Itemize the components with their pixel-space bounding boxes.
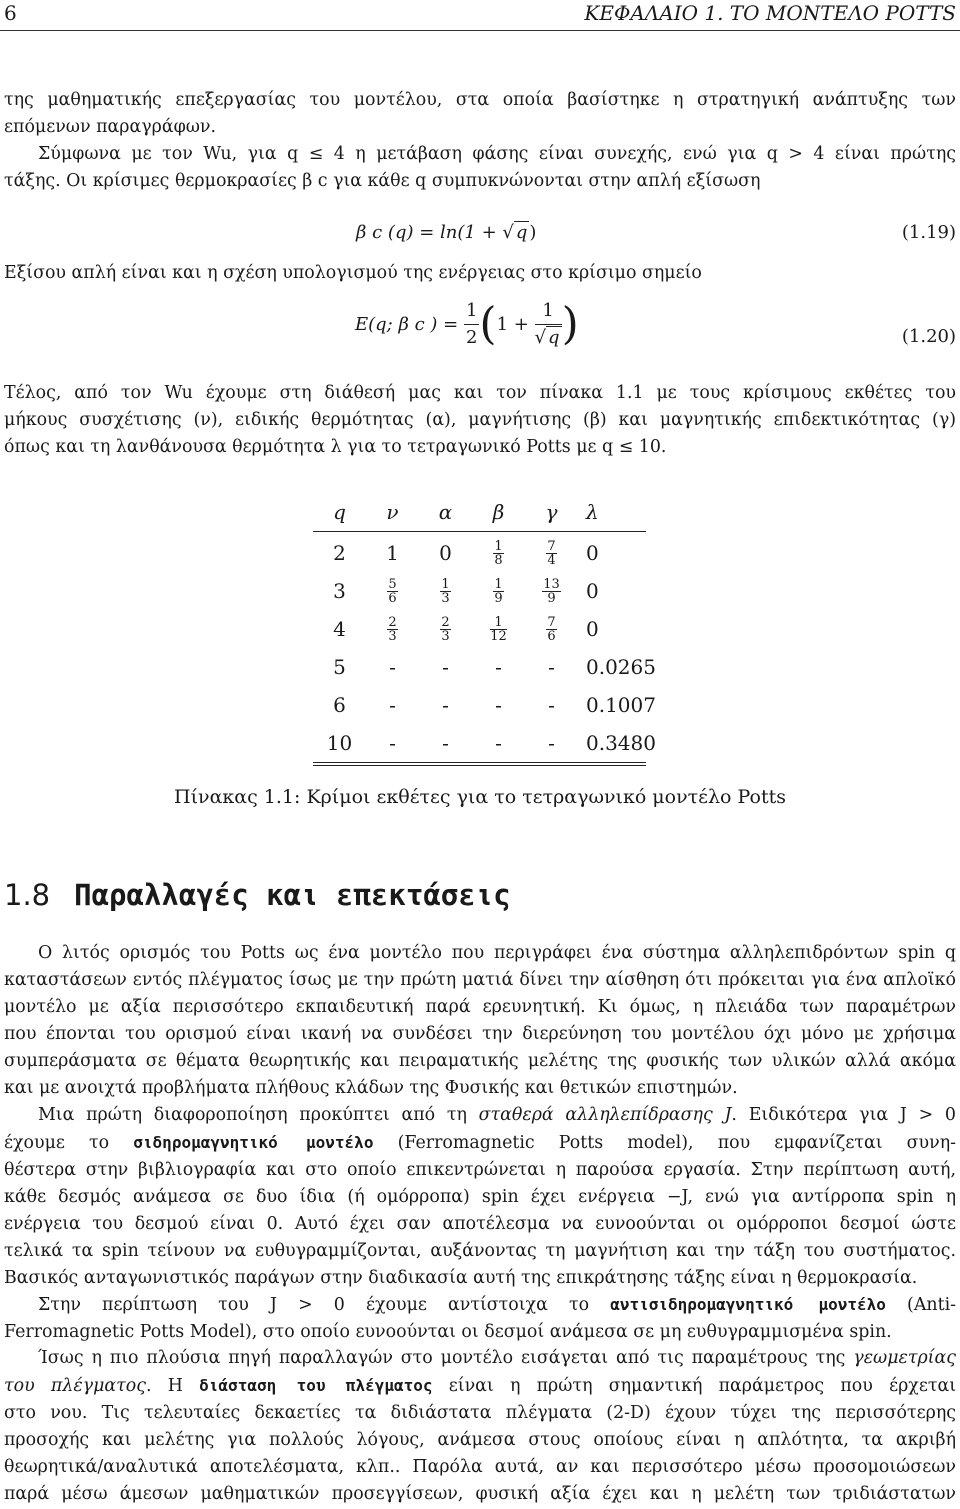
table-cell [419,572,472,610]
text-line: που έπονται του ορισμού είναι ικανή να συνδέσει την διερεύνηση του μοντέλου όχι μόνο με χρήσιμα [4,1024,956,1044]
emphasis: του πλέγματος [4,1376,146,1396]
table-cell [525,534,578,572]
table-row [313,648,668,686]
table-cell [472,610,525,648]
equation-close: ) [529,222,537,243]
text-line: συμπεράσματα σε θέματα θεωρητικής και πειραματικής μελέτης της φυσικής των υλικών αλλά ακόμα [4,1051,956,1071]
fraction: $\frac{1}{8}$ [494,538,503,568]
table-cell: 0 [439,541,452,565]
table-cell [366,610,419,648]
denominator: 2 [465,327,478,348]
text-line: Τέλος, από τον Wu έχουμε στη διάθεσή μας και τον πίνακα 1.1 με τους κρίσιμους εκθέτες του [4,383,956,403]
text-line [4,1102,956,1129]
text-line: στο νου. Τις τελευταίες δεκαετίες τα διδιάστατα πλέγματα (2-D) έχουν τύχει της περισσότερης [4,1403,956,1423]
table-row [313,572,668,610]
after-paragraph [4,380,956,461]
paragraph-2 [4,1102,956,1292]
text-line: καταστάσεων εντός πλέγματος ίσως με την πρώτη ματιά δίνει την αίσθηση ότι πρόκειται για ένα απλοϊκό [4,970,956,990]
table-header-rule [313,531,646,532]
table-cell: - [495,655,502,679]
text-line: παρά μέσω άμεσων μαθηματικών προσεγγίσεων, φυσική αξία έχει και η μελέτη των τριδιάστατων [4,1484,956,1504]
text-line: επόμενων παραγράφων. [4,117,217,137]
table-bottom-rule [313,762,646,763]
text-line: και με ανοιχτά προβλήματα πλήθους κλάδων της Φυσικής και θετικών επιστημών. [4,1078,738,1098]
table-cell: 5 [333,655,346,679]
table-cell: - [548,693,555,717]
text-run: . Ειδικότερα για J > 0 [731,1105,956,1125]
text-line: μήκους συσχέτισης (ν), ειδικής θερμότητας (α), μαγνήτισης (β) και μαγνητικής επιδεκτικότητας (γ) [4,410,956,430]
fraction: $\frac{2}{3}$ [388,614,397,644]
table-cell [366,572,419,610]
fraction: $\frac{7}{6}$ [547,614,556,644]
table-bottom-rule-2 [313,765,646,766]
text-run: (Ferromagnetic Potts model), που εμφανίζεται συνη- [373,1133,956,1153]
table-cell: 0.0265 [586,655,656,679]
column-header: α [438,500,453,524]
equation-number: (1.20) [901,326,956,347]
table-row [313,610,668,648]
text-run: Μια πρώτη διαφοροποίηση προκύπτει από τη [38,1105,479,1125]
numerator: 1 [464,298,479,325]
table-cell [472,572,525,610]
paragraph-4 [4,1345,956,1508]
fraction: $\frac{5}{6}$ [388,576,397,606]
fraction-inverse-sqrt [535,298,562,351]
table-cell: 0.1007 [586,693,656,717]
table-cell: 0 [586,617,599,641]
fraction: $\frac{2}{3}$ [441,614,450,644]
table-row [313,534,668,572]
fraction: $\frac{7}{4}$ [547,538,556,568]
equation-body [356,222,536,243]
table-cell [525,572,578,610]
table-cell: 4 [333,617,346,641]
text-line: μοντέλο με αξία περισσότερο εκπαιδευτική παρά ερευνητική. Κι όμως, η πλειάδα των παραμέτρων [4,997,956,1017]
table-row [313,724,668,762]
column-header: λ [586,500,599,524]
table-cell: 2 [333,541,346,565]
text-line: όπως και τη λανθάνουσα θερμότητα λ για το τετραγωνικό Potts με q ≤ 10. [4,437,667,457]
table-cell: 3 [333,579,346,603]
mid-paragraph [4,260,956,287]
table-cell: - [389,731,396,755]
table-cell: - [548,655,555,679]
fraction-half [464,298,479,351]
header-rule [0,30,960,31]
text-line: θέστερα στην βιβλιογραφία και στο οποίο επικεντρώνεται η παρούσα εργασία. Στην περίπτωση αυτή, [4,1160,956,1180]
table-cell: - [548,731,555,755]
fraction: $\frac{13}{9}$ [543,576,560,606]
table-cell: 10 [326,731,353,755]
equation-1-20 [0,298,960,374]
equation-lhs: β c (q) = ln(1 + [356,222,503,243]
text-line: της μαθηματικής επεξεργασίας του μοντέλου, στα οποία βασίστηκε η στρατηγική ανάπτυξης των [4,90,956,110]
table-cell: 1 [386,541,399,565]
bold-term: σιδηρομαγνητικό μοντέλο [133,1133,374,1152]
table-cell [472,534,525,572]
table-cell: 0.3480 [586,731,656,755]
text-line: ενέργεια του δεσμού είναι 0. Αυτό έχει σαν αποτέλεσμα να ευνοούνται οι ομόρροποι δεσμοί ώστε [4,1214,956,1234]
text-run: . Η [145,1376,200,1396]
text-run: (Anti- [885,1295,957,1315]
column-header: ν [386,500,399,524]
equation-body [355,298,579,351]
text-line: τάξης. Οι κρίσιμες θερμοκρασίες β c για κάθε q συμπυκνώνονται στην απλή εξίσωση [4,171,761,191]
section-number: 1.8 [4,878,51,912]
table-header-row [313,490,668,534]
text-line: τελικά τα spin τείνουν να ευθυγραμμίζονται, αυξάνοντας τη μαγνήτιση και την τάξη του συστήματος. [4,1241,956,1261]
paragraph-3 [4,1291,956,1346]
fraction: $\frac{1}{9}$ [494,576,503,606]
text-line: Εξίσου απλή είναι και η σχέση υπολογισμού της ενέργειας στο κρίσιμο σημείο [4,263,702,283]
text-line [4,1345,956,1372]
fraction: $\frac{1}{3}$ [441,576,450,606]
text-line: Ο λιτός ορισμός του Potts ως ένα μοντέλο που περιγράφει ένα σύστημα αλληλεπιδρόντων spin q [38,943,956,963]
section-title: Παραλλαγές και επεκτάσεις [74,878,511,912]
equation-1-19 [0,222,960,252]
text-line: προσοχής και μελέτης για πολλούς λόγους, ανάμεσα στους οποίους είναι η απλότητα, τα ακριβή [4,1430,956,1450]
fraction: $\frac{1}{12}$ [490,614,507,644]
radicand: q [548,327,560,348]
page-number: 6 [4,1,17,25]
paragraph-1 [4,940,956,1102]
table-cell: - [442,731,449,755]
table-cell: - [495,693,502,717]
text-run: έχουμε το [4,1133,134,1153]
emphasis: γεωμετρίας [853,1348,956,1368]
table-cell: 0 [586,579,599,603]
section-heading [4,878,511,912]
numerator: 1 [535,298,562,325]
one-plus: 1 + [496,314,535,335]
table-caption: Πίνακας 1.1: Κρίμοι εκθέτες για το τετραγωνικό μοντέλο Potts [174,786,786,808]
left-paren: ( [479,298,497,350]
intro-paragraph [4,87,956,195]
table-cell: - [495,731,502,755]
text-line: θεωρητικά/αναλυτικά αποτελέσματα, κλπ.. Παρόλα αυτά, αν και περισσότερο μέσω προσομοιώσεων [4,1457,956,1477]
text-line [4,1291,956,1319]
column-header: q [333,500,346,524]
text-run: Ίσως η πιο πλούσια πηγή παραλλαγών στο μοντέλο εισάγεται από τις παραμέτρους της [38,1348,854,1368]
table-cell [419,610,472,648]
text-line: Ferromagnetic Potts Model), στο οποίο ευνοούνται οι δεσμοί ανάμεσα σε μη ευθυγραμμισμένα spin. [4,1322,892,1342]
text-run: είναι η πρώτη σημαντική παράμετρος που έρχεται [432,1376,957,1396]
emphasis: σταθερά αλληλεπίδρασης J [478,1105,732,1125]
column-header: β [492,500,505,524]
bold-term: διάσταση του πλέγματος [199,1376,433,1395]
table-cell: - [442,655,449,679]
equation-lhs: E(q; β c ) = [355,314,464,335]
right-paren: ) [561,298,579,350]
text-line: Σύμφωνα με τον Wu, για q ≤ 4 η μετάβαση φάσης είναι συνεχής, ενώ για q > 4 είναι πρώτης [38,144,956,164]
text-run: Στην περίπτωση του J > 0 έχουμε αντίστοιχα το [38,1295,611,1315]
equation-number: (1.19) [901,222,956,243]
table-cell [525,610,578,648]
table-body [313,534,668,762]
table-cell: - [389,693,396,717]
chapter-title: ΚΕΦΑΛΑΙΟ 1. ΤΟ ΜΟΝΤΕΛΟ POTTS [584,1,956,25]
table-cell: 0 [586,541,599,565]
table-cell: - [389,655,396,679]
text-line: Βασικός ανταγωνιστικός παράγων στην διαδικασία αυτή της επικράτησης τάξης είναι η θερμοκρασία. [4,1268,918,1288]
text-line [4,1372,956,1400]
running-header [4,0,956,26]
bold-term: αντισιδηρομαγνητικό μοντέλο [610,1295,886,1314]
text-line: κάθε δεσμός ανάμεσα σε δυο ίδια (ή ομόρροπα) spin έχει ενέργεια −J, ενώ για αντίρροπα spin η [4,1187,956,1207]
table-cell: 6 [333,693,346,717]
denominator: √ q [534,327,560,348]
table-cell: - [442,693,449,717]
sqrt-symbol: √ q [502,222,528,243]
column-header: γ [545,500,558,524]
radicand: q [515,222,528,243]
text-line [4,1129,956,1157]
table-row [313,686,668,724]
